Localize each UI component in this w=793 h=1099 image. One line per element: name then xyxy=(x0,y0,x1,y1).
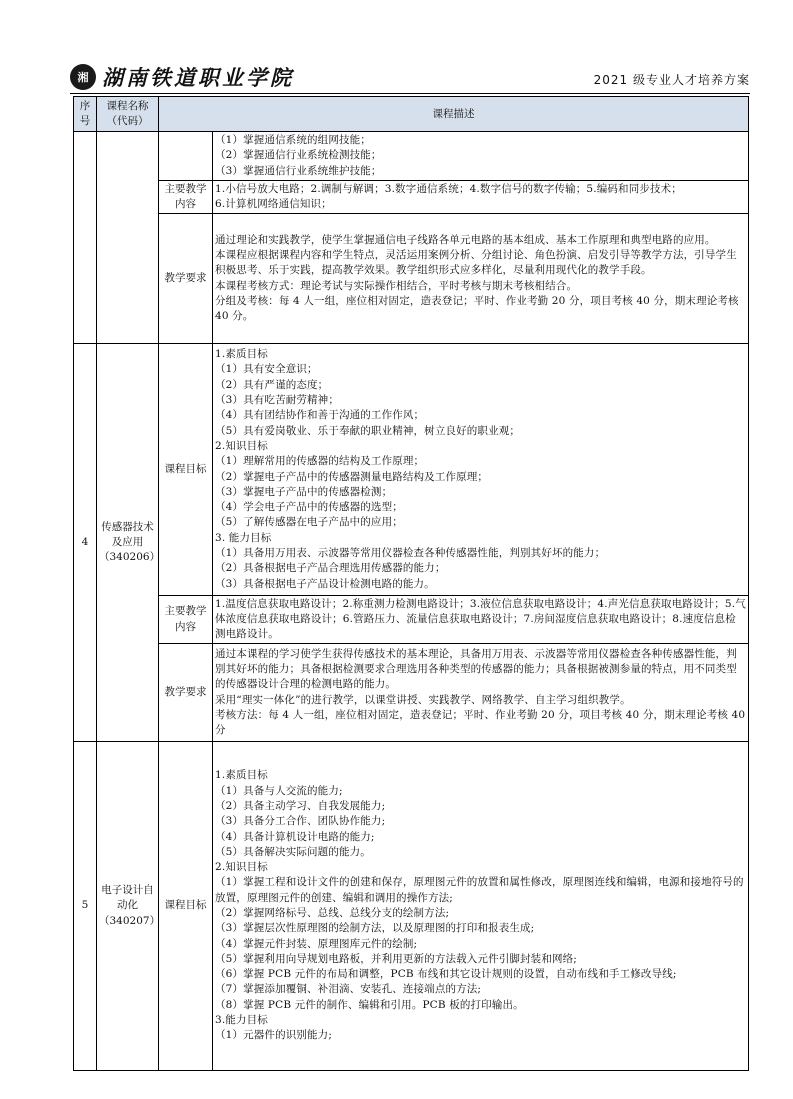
list-item: （3）掌握层次性原理图的绘制方法，以及原理图的打印和报表生成; xyxy=(215,922,535,935)
list-item: （1）具备与人交流的能力; xyxy=(215,784,343,797)
course-table xyxy=(73,96,749,1071)
course4-name: 传感器技术及应用（340206） xyxy=(97,344,159,742)
list-item: 采用“理实一体化”的进行教学，以课堂讲授、实践教学、网络教学、自主学习组织教学。 xyxy=(215,693,631,706)
table-row xyxy=(74,644,749,742)
list-item: （1）掌握工程和设计文件的创建和保存，原理图元件的放置和属性修改，原理图连线和编辑，电源和接地符号的放置，原理图元件的创建、编辑和调用的操作方法; xyxy=(215,876,744,904)
list-item: 6.计算机网络通信知识； xyxy=(215,198,332,210)
course5-goals-text xyxy=(213,742,749,1071)
prev-content-text xyxy=(213,181,749,214)
table-row xyxy=(74,596,749,644)
course4-num: 4 xyxy=(74,344,97,742)
list-item: （3）掌握通信行业系统维护技能； xyxy=(215,164,382,177)
prev-course-name xyxy=(97,132,159,344)
table-row xyxy=(74,344,749,596)
list-item: （4）掌握元件封装、原理图库元件的绘制; xyxy=(215,937,418,950)
list-item: （2）掌握通信行业系统检测技能； xyxy=(215,149,382,162)
prev-course-num xyxy=(74,132,97,344)
list-item: 本课程应根据课程内容和学生特点，灵活运用案例分析、分组讨论、角色扮演、启发引导等教学方法，引导学生积极思考、乐于实践，提高教学效果。教学组织形式应多样化，尽量利用现代化的教学手段。 xyxy=(215,248,737,277)
course4-content-text xyxy=(213,596,749,644)
table-row xyxy=(74,132,749,181)
list-item: （6）掌握 PCB 元件的布局和调整，PCB 布线和其它设计规则的设置，自动布线和手工修改导线; xyxy=(215,968,677,981)
list-item: （3）具备分工合作、团队协作能力; xyxy=(215,815,386,828)
list-item: 1.素质目标 xyxy=(215,348,268,361)
table-row xyxy=(74,742,749,1071)
course4-content-label: 主要教学内容 xyxy=(159,596,213,644)
list-item: （1）元器件的识别能力; xyxy=(215,1029,333,1042)
header-description: 课程描述 xyxy=(159,97,749,132)
list-item: （4）具有团结协作和善于沟通的工作作风； xyxy=(215,409,425,422)
college-logo xyxy=(70,62,294,92)
list-item: 3.能力目标 xyxy=(215,1014,268,1027)
list-item: （1）具有安全意识； xyxy=(215,363,318,376)
list-item: （2）具备根据电子产品合理选用传感器的能力； xyxy=(215,562,446,575)
prev-content-label: 主要教学内容 xyxy=(159,181,213,214)
list-item: 考核方法：每 4 人一组，座位相对固定，造表登记；平时、作业考勤 20 分，项目考核 40 分，期末理论考核 40 分 xyxy=(215,708,746,737)
list-item: （5）了解传感器在电子产品中的应用； xyxy=(215,516,403,529)
course5-goals-label: 课程目标 xyxy=(159,742,213,1071)
list-item: （2）具有严谨的态度； xyxy=(215,378,329,391)
list-item: （1）理解常用的传感器的结构及工作原理； xyxy=(215,455,425,468)
table-header-row xyxy=(74,97,749,132)
list-item: 分组及考核：每 4 人一组，座位相对固定，造表登记；平时、作业考勤 20 分，项目考核 40 分，期末理论考核 40 分。 xyxy=(215,294,739,323)
list-item: 2.知识目标 xyxy=(215,861,268,874)
list-item: （4）学会电子产品中的传感器的选型； xyxy=(215,501,403,514)
list-item: （4）具备计算机设计电路的能力; xyxy=(215,830,375,843)
list-item: （3）具有吃苦耐劳精神； xyxy=(215,394,339,407)
prev-goals-tail xyxy=(213,132,749,181)
table-row xyxy=(74,181,749,214)
list-item: （7）掌握添加覆铜、补泪滴、安装孔、连接端点的方法; xyxy=(215,983,482,996)
course5-name: 电子设计自动化（340207） xyxy=(97,742,159,1071)
list-item: 1.素质目标 xyxy=(215,769,268,782)
list-item: （1）掌握通信系统的组网技能； xyxy=(215,134,371,147)
table-row xyxy=(74,214,749,344)
header-seq: 序号 xyxy=(74,97,97,132)
list-item: （2）掌握电子产品中的传感器测量电路结构及工作原理； xyxy=(215,470,489,483)
course4-req-label: 教学要求 xyxy=(159,644,213,742)
list-item: （2）掌握网络标号、总线、总线分支的绘制方法; xyxy=(215,907,450,919)
list-item: 通过理论和实践教学，使学生掌握通信电子线路各单元电路的基本组成、基本工作原理和典型电路的应用。 xyxy=(215,233,716,246)
plan-title: 2021 级专业人才培养方案 xyxy=(593,73,750,87)
list-item: （5）掌握利用向导规划电路板，并利用更新的方法载入元件引脚封装和网络; xyxy=(215,952,577,965)
course5-num: 5 xyxy=(74,742,97,1071)
list-item: 1.温度信息获取电路设计；2.称重测力检测电路设计；3.液位信息获取电路设计；4.声光信息获取电路设计；5.气体浓度信息获取电路设计；6.管路压力、流量信息获取电路设计；7.房间湿度信息获取电路设计；8.速度信息检测电路设计。 xyxy=(215,597,746,641)
header-rule xyxy=(70,93,750,94)
list-item: 本课程考核方式：理论考试与实际操作相结合，平时考核与期末考核相结合。 xyxy=(215,279,578,292)
list-item: 2.知识目标 xyxy=(215,439,268,452)
course4-goals-text xyxy=(213,344,749,596)
prev-goals-label xyxy=(159,132,213,181)
college-name: 湖南铁道职业学院 xyxy=(102,65,294,90)
prev-req-text xyxy=(213,214,749,344)
list-item: （3）具备根据电子产品设计检测电路的能力。 xyxy=(215,577,435,590)
list-item: （5）具有爱岗敬业、乐于奉献的职业精神，树立良好的职业观； xyxy=(215,424,521,437)
list-item: （2）具备主动学习、自我发展能力; xyxy=(215,799,386,812)
college-seal-icon: 湘 xyxy=(70,64,96,90)
list-item: （5）具备解决实际问题的能力。 xyxy=(215,845,371,858)
page-header xyxy=(70,62,750,94)
list-item: （1）具备用万用表、示波器等常用仪器检查各种传感器性能，判别其好坏的能力； xyxy=(215,546,606,559)
course4-goals-label: 课程目标 xyxy=(159,344,213,596)
prev-req-label: 教学要求 xyxy=(159,214,213,344)
list-item: 通过本课程的学习使学生获得传感技术的基本理论，具备用万用表、示波器等常用仪器检查各种传感器性能，判别其好坏的能力；具备根据检测要求合理选用各种类型的传感器的能力；具备根据被测参量的特点，用不同类型的传感器设计合理的检测电路的能力。 xyxy=(215,647,737,691)
list-item: 1.小信号放大电路；2.调制与解调；3.数字通信系统；4.数字信号的数字传输；5.编码和同步技术； xyxy=(215,182,682,195)
list-item: （3）掌握电子产品中的传感器检测； xyxy=(215,485,393,498)
list-item: （8）掌握 PCB 元件的制作、编辑和引用。PCB 板的打印输出。 xyxy=(215,998,524,1011)
header-course-name: 课程名称（代码） xyxy=(97,97,159,132)
list-item: 3. 能力目标 xyxy=(215,531,272,544)
course4-req-text xyxy=(213,644,749,742)
